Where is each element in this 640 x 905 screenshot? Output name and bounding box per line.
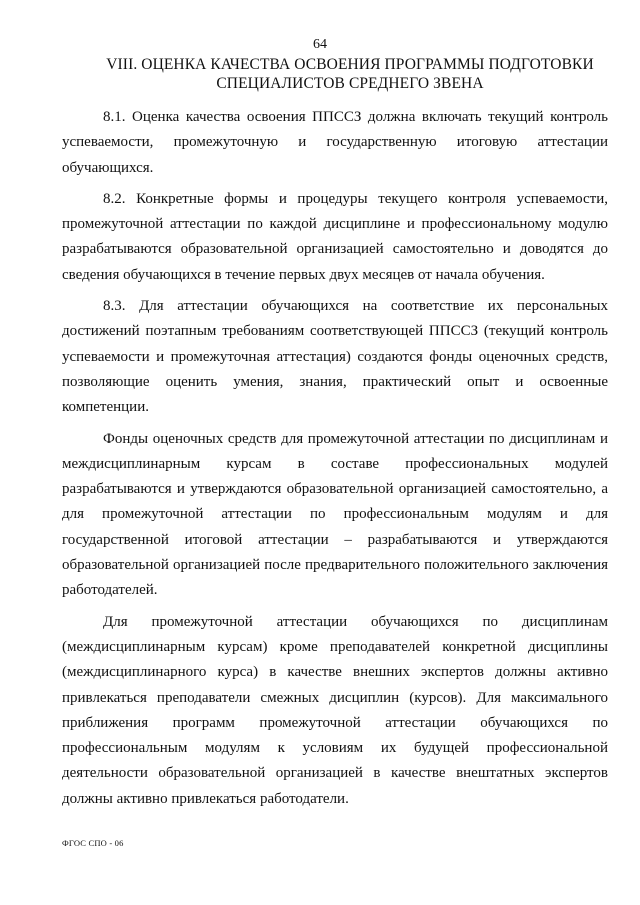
section-heading bbox=[100, 55, 600, 93]
paragraph-external-experts: Для промежуточной аттестации обучающихся по дисциплинам (междисциплинарным курсам) кроме преподавателей конкретной дисциплины (междисциплинарного курса) в качестве внешних экспертов должны активно привлекаться преподаватели смежных дисциплин (курсов). Для максимального приближения программ промежуточной аттестации обучающихся по профессиональным модулям к условиям их будущей профессиональной деятельности образовательной организацией в качестве внештатных экспертов должны активно привлекаться работодатели. bbox=[62, 613, 608, 807]
paragraph-assessment-funds: Фонды оценочных средств для промежуточной аттестации по дисциплинам и междисциплинарным курсам в составе профессиональных модулей разрабатываются и утверждаются образовательной организацией самостоятельно, а для промежуточной аттестации по профессиональным модулям и для государственной итоговой аттестации – разрабатываются и утверждаются образовательной организацией после предварительного положительного заключения работодателей. bbox=[62, 430, 608, 599]
page-number: 64 bbox=[313, 37, 327, 52]
paragraph-8-2: 8.2. Конкретные формы и процедуры текущего контроля успеваемости, промежуточной аттестации по каждой дисциплине и профессиональному модулю разрабатываются образовательной организацией самостоятельно и доводятся до сведения обучающихся в течение первых двух месяцев от начала обучения. bbox=[62, 190, 608, 283]
section-heading-line-1: VIII. ОЦЕНКА КАЧЕСТВА ОСВОЕНИЯ ПРОГРАММЫ ПОДГОТОВКИ bbox=[106, 56, 594, 73]
paragraph-8-3: 8.3. Для аттестации обучающихся на соответствие их персональных достижений поэтапным требованиям соответствующей ППССЗ (текущий контроль успеваемости и промежуточная аттестация) создаются фонды оценочных средств, позволяющие оценить умения, знания, практический опыт и освоенные компетенции. bbox=[62, 298, 608, 416]
paragraph-8-1: 8.1. Оценка качества освоения ППССЗ должна включать текущий контроль успеваемости, промежуточную и государственную итоговую аттестации обучающихся. bbox=[62, 109, 608, 176]
footer-standard-code: ФГОС СПО - 06 bbox=[62, 838, 124, 848]
document-body bbox=[62, 105, 608, 812]
section-heading-line-2: СПЕЦИАЛИСТОВ СРЕДНЕГО ЗВЕНА bbox=[216, 75, 484, 92]
